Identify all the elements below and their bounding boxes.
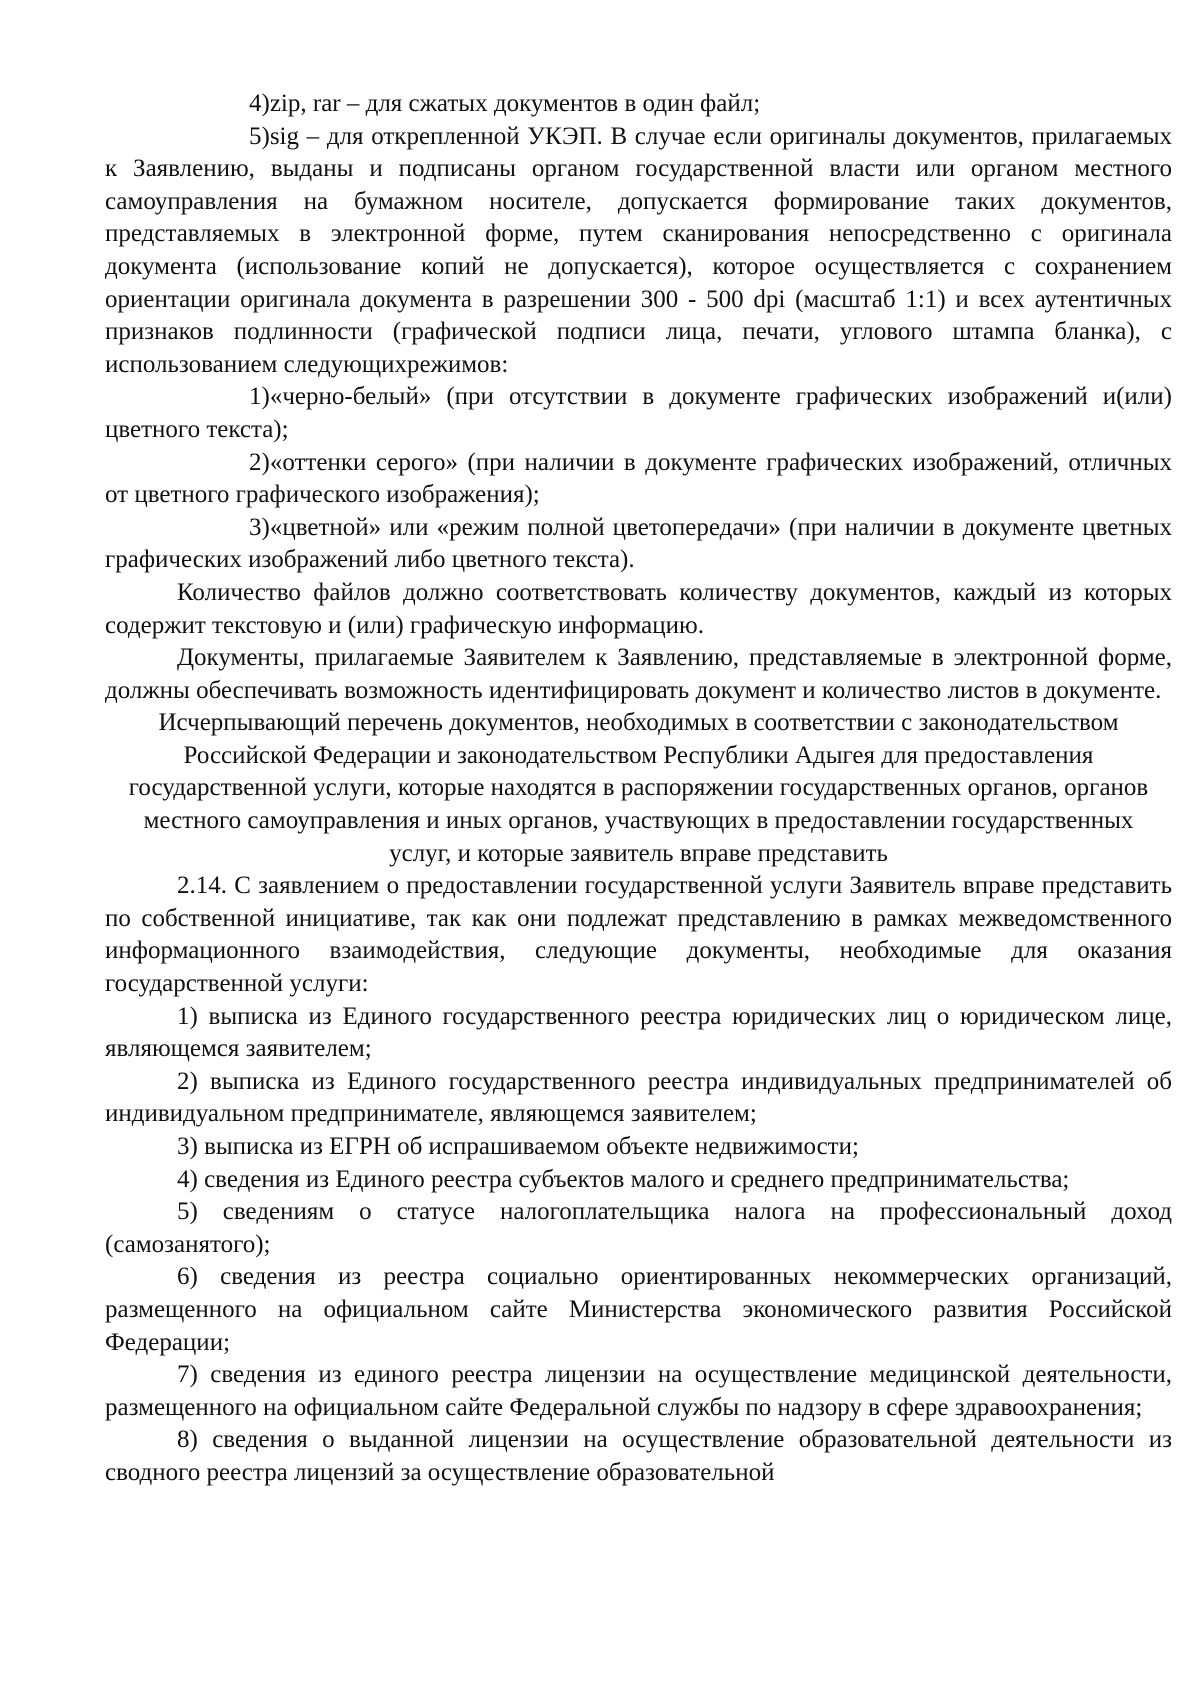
list-item-text: sig – для открепленной УКЭП. В случае если оригиналы документов, прилагаемых к Заявлению, выданы и подписаны органом государственной власти или органом местного самоуправления на бумажном носителе, допускается формирование таких документов, представляемых в электронной форме, путем сканирования непосредственно с оригинала документа (использование копий не допускается), которое осуществляется с сохранением ориентации оригинала документа в разрешении 300 - 500 dpi (масштаб 1:1) и всех аутентичных признаков подлинности (графической подписи лица, печати, углового штампа бланка), с использованием следующихрежимов: xyxy=(105,122,1172,378)
document-page xyxy=(105,88,1172,1490)
list-item-number: 5) xyxy=(249,122,270,150)
list-item-text: «оттенки серого» (при наличии в документе графических изображений, отличных от цветного графического изображения); xyxy=(105,448,1172,509)
list-item-text: zip, rar – для сжатых документов в один файл; xyxy=(269,90,761,117)
list-item xyxy=(105,88,1172,121)
paragraph: 4) сведения из Единого реестра субъектов малого и среднего предпринимательства; xyxy=(177,1165,1070,1193)
paragraph: 6) сведения из реестра социально ориентированных некоммерческих организаций, размещенного на официальном сайте Министерства экономического развития Российской Федерации; xyxy=(105,1263,1172,1356)
paragraph: 2.14. С заявлением о предоставлении государственной услуги Заявитель вправе представить по собственной инициативе, так как они подлежат представлению в рамках межведомственного информационного взаимодействия, следующие документы, необходимые для оказания государственной услуги: xyxy=(105,872,1172,998)
list-item-text: «цветной» или «режим полной цветопередачи» (при наличии в документе цветных графических изображений либо цветного текста). xyxy=(105,513,1172,574)
paragraph: Документы, прилагаемые Заявителем к Заявлению, представляемые в электронной форме, должны обеспечивать возможность идентифицировать документ и количество листов в документе. xyxy=(105,644,1172,704)
paragraph: 2) выписка из Единого государственного реестра индивидуальных предпринимателей об индивидуальном предпринимателе, являющемся заявителем; xyxy=(105,1067,1172,1128)
list-item-number: 2) xyxy=(249,448,270,476)
list-item-text: «черно-белый» (при отсутствии в документе графических изображений и(или) цветного текста); xyxy=(105,383,1172,443)
paragraph: Количество файлов должно соответствовать количеству документов, каждый из которых содержит текстовую и (или) графическую информацию. xyxy=(105,578,1172,639)
paragraph: 3) выписка из ЕГРН об испрашиваемом объекте недвижимости; xyxy=(177,1133,859,1160)
list-item xyxy=(105,381,1172,446)
list-item-number: 3) xyxy=(249,513,270,541)
list-item xyxy=(105,121,1172,382)
list-item-number: 4) xyxy=(249,90,270,117)
paragraph: 5) сведениям о статусе налогоплательщика налога на профессиональный доход (самозанятого); xyxy=(105,1198,1172,1258)
section-heading: Исчерпывающий перечень документов, необходимых в соответствии с законодательством Российской Федерации и законодательством Республики Адыгея для предоставления государственной услуги, которые находятся в распоряжении государственных органов, органов местного самоуправления и иных органов, участвующих в предоставлении государственных услуг, и которые заявитель вправе представить xyxy=(128,709,1149,867)
paragraph: 1) выписка из Единого государственного реестра юридических лиц о юридическом лице, являющемся заявителем; xyxy=(105,1002,1172,1063)
list-item xyxy=(105,447,1172,512)
list-item xyxy=(105,512,1172,577)
list-item-number: 1) xyxy=(249,383,270,411)
paragraph: 7) сведения из единого реестра лицензии на осуществление медицинской деятельности, размещенного на официальном сайте Федеральной службы по надзору в сфере здравоохранения; xyxy=(105,1361,1172,1421)
paragraph: 8) сведения о выданной лицензии на осуществление образовательной деятельности из сводного реестра лицензий за осуществление образовательной xyxy=(105,1426,1172,1486)
